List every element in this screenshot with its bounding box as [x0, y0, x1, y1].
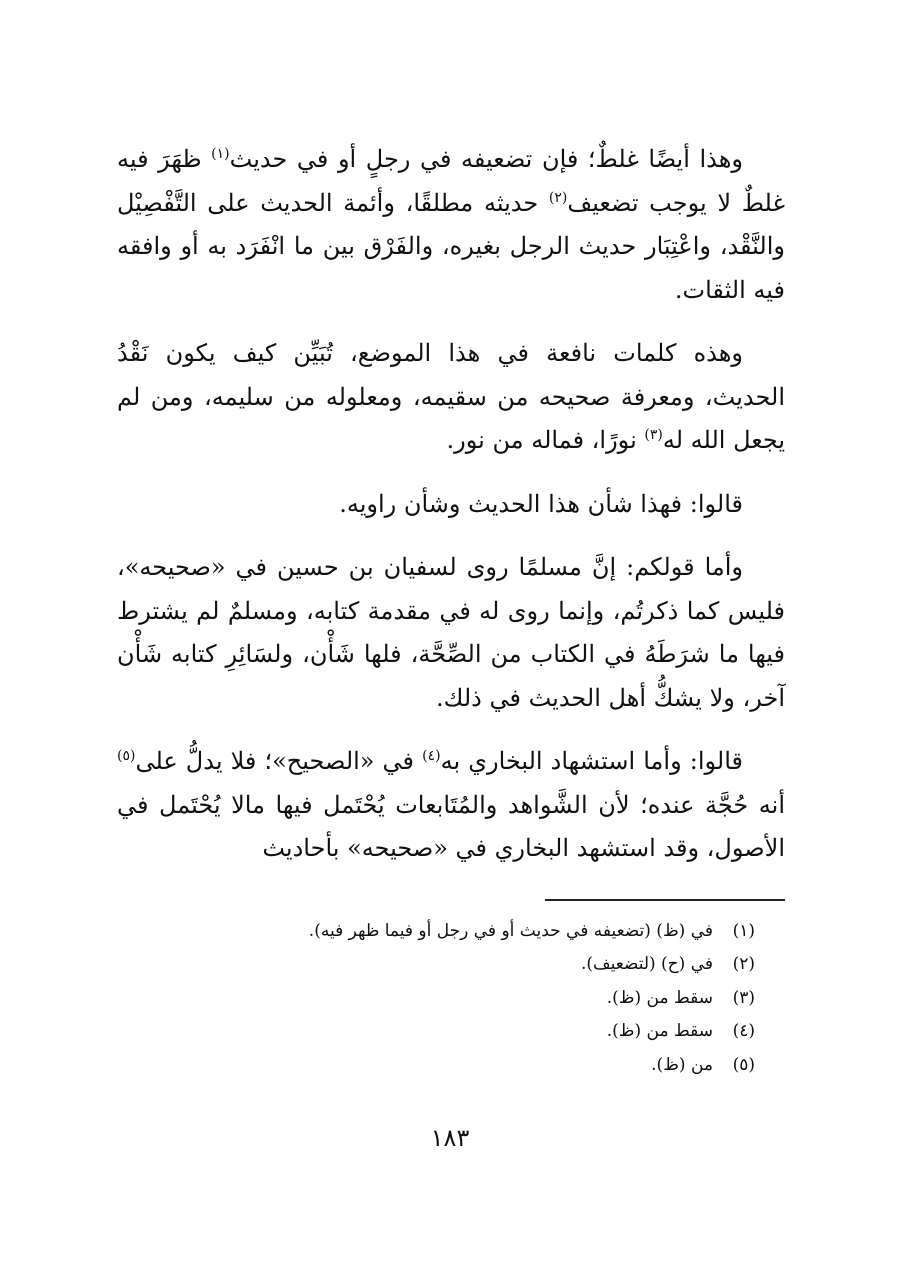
paragraph-text: قالوا: وأما استشهاد البخاري به [440, 747, 743, 775]
footnote-number: (١) [732, 920, 755, 941]
paragraph-text: نورًا، فماله من نور. [446, 426, 645, 454]
paragraph-text: حديثه مطلقًا، وأئمة الحديث على التَّفْصِيْل والنَّقْد، واعْتِبَار حديث الرجل بغيره، والفَرْق بين ما انْفَرَد به أو وافقه فيه الثقات. [117, 188, 785, 304]
paragraph-text: وهذه كلمات نافعة في هذا الموضع، تُبَيِّن كيف يكون نَقْدُ الحديث، ومعرفة صحيحه من سقيمه، ومعلوله من سليمه، ومن لم يجعل الله له [117, 339, 785, 454]
paragraph-5 [117, 740, 785, 871]
footnote-number: (٥) [732, 1054, 755, 1075]
footnote-number: (٤) [732, 1021, 755, 1041]
footnote-item [117, 915, 755, 949]
paragraph-text: وأما قولكم: إنَّ مسلمًا روى لسفيان بن حسين في «صحيحه»، فليس كما ذكرتُم، وإنما روى له في مقدمة كتابه، ومسلمٌ لم يشترط فيها ما شرَطَهُ في الكتاب من الصِّحَّة، فلها شَأْن، ولسَائِرِ كتابه شَأْن آخر، ولا يشكُّ أهل الحديث في ذلك. [117, 553, 785, 712]
page-body [117, 138, 785, 1082]
footnote-text: في (ح) (لتضعيف). [581, 954, 713, 974]
paragraph-2 [117, 332, 785, 463]
footnote-number: (٣) [732, 987, 755, 1008]
footnote-marker-1[interactable]: (١) [211, 146, 230, 162]
footnote-item [117, 982, 755, 1016]
page-number: ١٨٣ [430, 1124, 470, 1152]
paragraph-1 [117, 138, 785, 312]
footnote-marker-4[interactable]: (٤) [422, 748, 441, 764]
footnote-text: سقط من (ظ). [606, 1021, 713, 1041]
paragraph-text: أنه حُجَّة عنده؛ لأن الشَّواهد والمُتَابعات يُحْتَمل فيها مالا يُحْتَمل في الأصول، وقد استشهد البخاري في «صحيحه» بأحاديث [117, 790, 785, 862]
footnote-text: من (ظ). [651, 1054, 713, 1075]
paragraph-3 [117, 483, 785, 527]
footnote-marker-5[interactable]: (٥) [117, 748, 136, 764]
footnote-item [117, 1049, 755, 1083]
paragraph-text: قالوا: فهذا شأن هذا الحديث وشأن راويه. [339, 489, 743, 518]
footnotes [117, 915, 785, 1083]
paragraph-text: في «الصحيح»؛ فلا يدلُّ على [135, 747, 423, 775]
footnote-number: (٢) [732, 954, 755, 974]
footnote-marker-2[interactable]: (٢) [548, 189, 568, 206]
footnote-item [117, 948, 755, 982]
footnote-text: في (ظ) (تضعيفه في حديث أو في رجل أو فيما ظهر فيه). [308, 920, 713, 941]
paragraph-4 [117, 546, 785, 720]
footnote-marker-3[interactable]: (٣) [644, 427, 663, 443]
footnote-divider [545, 899, 785, 901]
paragraph-text: وهذا أيضًا غلطٌ؛ فإن تضعيفه في رجلٍ أو في حديث [229, 145, 743, 173]
footnote-item [117, 1015, 755, 1049]
paragraph-text: ظهَرَ فيه غلطٌ لا يوجب تضعيف [117, 145, 785, 217]
footnote-text: سقط من (ظ). [606, 987, 713, 1008]
